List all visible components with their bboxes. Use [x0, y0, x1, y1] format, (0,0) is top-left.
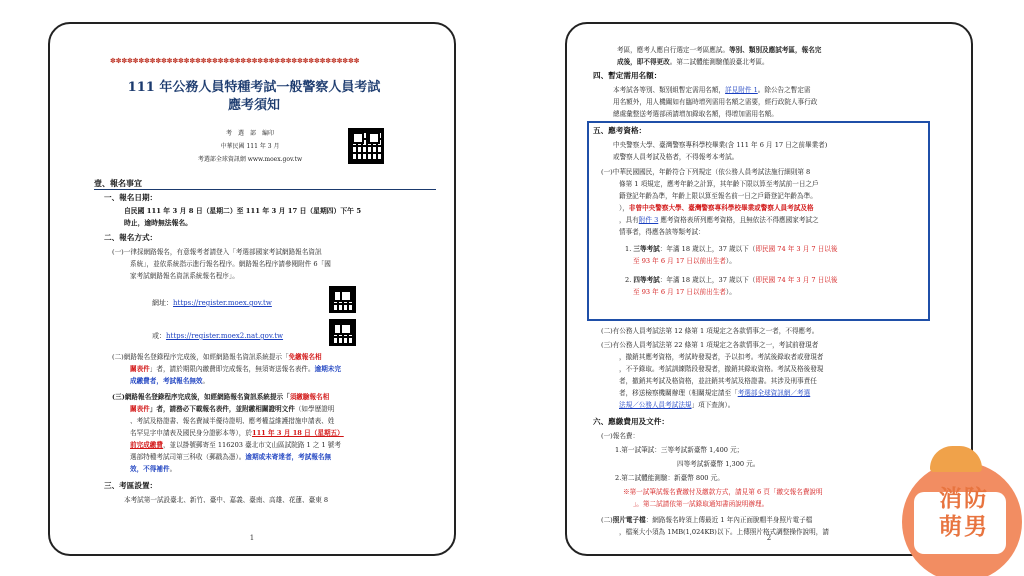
eligibility-line: 情事者，得應各該等類考試：: [619, 228, 705, 236]
bold-text: 照片電子檔: [612, 516, 646, 524]
highlight-red: 免繳報名相: [288, 353, 322, 361]
url-label: 網址：: [152, 299, 173, 307]
text: 」者，請於期限內繳費即完成報名，無須寄送報名表件。: [149, 365, 315, 373]
grade-3-line: [625, 243, 837, 255]
item-3-line: 、考試及格證書、報名費減半優待證明、應考權益維護措施申請表、姓: [130, 417, 335, 425]
item-2-line: [130, 363, 341, 375]
highlight-red: 即民國 74 年 3 月 7 日以後: [755, 276, 838, 284]
eligibility-line: 或警察人員考試及格者，不得報考本考試。: [613, 153, 739, 161]
method-line: (一)一律採網路報名，有意報考者請登入「考選部國家考試網路報名資訊: [112, 248, 322, 256]
website: 考選部全球資訊網 www.moex.gov.tw: [197, 156, 303, 163]
bold-text: 三等考試: [633, 245, 660, 253]
deadline: 前完成繳費: [130, 441, 163, 449]
fee-note: 」。第二試請依第一試錄取通知書函說明辦理。: [633, 500, 769, 508]
text: 者，移送檢察機關辦理（相關規定請至「: [619, 389, 738, 397]
text: 」者，請務必下載報名表件，並附繳相關證明文件: [149, 405, 295, 413]
decorative-border: ✽✽✽✽✽✽✽✽✽✽✽✽✽✽✽✽✽✽✽✽✽✽✽✽✽✽✽✽✽✽✽✽✽✽✽✽✽✽✽✽✽✽✽✽: [110, 57, 360, 65]
register-link-1[interactable]: https://register.moex.gov.tw: [173, 299, 272, 307]
photo-line: ，檔案大小須為 1MB(1,024KB)以下。上傳照片格式調整操作說明，請: [619, 528, 829, 536]
fee-note: ※第一試筆試報名費繳付及繳款方式，請見第 6 頁「繳交報名費說明: [623, 488, 823, 496]
eligibility-line: [619, 202, 814, 214]
text: 本考試各等別、類別組暫定需用名額，: [613, 86, 726, 94]
url-label: 或：: [152, 332, 166, 340]
p2-line: [617, 56, 769, 68]
exam-area-text: 本考試第一試設臺北、新竹、臺中、嘉義、臺南、高雄、花蓮、臺東 8: [124, 496, 329, 504]
p2-line: [617, 44, 821, 56]
bold-text: 成後，即不得更改: [617, 58, 670, 66]
badge-text-2: 萌男: [939, 514, 989, 540]
heading-registration-method: 二、報名方式：: [104, 233, 158, 242]
eligibility-line: (一)中華民國國民，年齡符合下列規定（依公務人員考試法施行細則第 8: [601, 168, 811, 176]
highlight-red: 關表件: [130, 405, 150, 413]
text: 1.: [625, 245, 634, 253]
text: 。: [169, 465, 177, 473]
text: ：網路報名時須上傳最近 1 年內正面脫帽半身照片電子檔: [645, 516, 813, 524]
item-2-line: [130, 375, 209, 387]
annex-3-link[interactable]: 附件 3: [638, 216, 659, 224]
highlight-red: 至 93 年 6 月 17 日以前出生者: [633, 257, 726, 265]
quota-line: 用名額外，用人機關如有臨時增列需用名額之需要，經行政院人事行政: [613, 98, 818, 106]
registration-date-text: 自民國 111 年 3 月 8 日（星期二）至 111 年 3 月 17 日（星期四）下午 5: [124, 207, 362, 215]
quota-line: 總處彙整送考選部函請增加錄取名額，得增加需用名額。: [613, 110, 778, 118]
url-row-2: [152, 330, 283, 342]
text: (二)網路報名登錄程序完成後，如經網路報名資訊系統提示「: [112, 353, 289, 361]
text: ，具有: [619, 216, 639, 224]
highlight-blue: 逾期或未寄達者，考試報名無: [245, 453, 332, 461]
annex-1-link[interactable]: 詳見附件 1: [725, 86, 758, 94]
page-number: 2: [766, 534, 772, 542]
rule-line: [619, 399, 734, 411]
text: 。: [202, 377, 210, 385]
heading-registration-date: 一、報名日期：: [104, 193, 158, 202]
document-page-1: [48, 22, 456, 556]
deadline: 111 年 3 月 18 日（星期五）: [251, 429, 344, 437]
page-number: 1: [249, 534, 255, 542]
highlight-blue: 成繳費者，考試報名無效: [130, 377, 203, 385]
text: 名罕見字申請表及國民身分證影本等），於: [130, 429, 252, 437]
rule-line: ，撤銷其應考資格，考試時發現者，予以扣考。考試後錄取者或發現者: [619, 353, 824, 361]
rule-line: (三)有公務人員考試法第 22 條第 1 項規定之各款情事之一，考試前發現者: [601, 341, 819, 349]
register-link-2[interactable]: https://register.moex2.nat.gov.tw: [166, 332, 284, 340]
highlight-red: 關表件: [130, 365, 150, 373]
doc-subtitle: 應考須知: [227, 98, 280, 113]
heading-fees: 六、應繳費用及文件：: [593, 417, 669, 426]
text: ，並以掛號郵寄至 116203 臺北市文山區試院路 1 之 1 號考: [162, 441, 341, 449]
text: ）。: [725, 288, 736, 296]
item-3-line: [130, 439, 341, 451]
regulation-link[interactable]: 考選部全球資訊網／考選: [737, 389, 811, 397]
rule-line: ，不予錄取。考試訓練階段發現者，撤銷其錄取資格。考試及格後發現: [619, 365, 824, 373]
rule-line: [619, 387, 810, 399]
bold-text: 等別、類別及應試考區，報名完: [729, 46, 822, 54]
text: (三)網路報名登錄程序完成後，如經網路報名資訊系統提示「: [112, 393, 290, 401]
text: ：年滿 18 歲以上，37 歲以下（: [659, 245, 756, 253]
publish-date: 中華民國 111 年 3 月: [220, 143, 280, 150]
heading-exam-areas: 三、考區設置：: [104, 481, 158, 490]
fee-line: 2.第二試體能測驗：新臺幣 800 元。: [615, 474, 724, 482]
quota-line: [613, 84, 811, 96]
photo-line: [601, 514, 812, 526]
fee-line: (一)報名費：: [601, 432, 640, 440]
item-3-line: [130, 427, 344, 439]
document-page-2: [565, 22, 973, 556]
text: ），: [619, 204, 629, 212]
section-heading: 壹、報名事宜: [94, 178, 142, 188]
method-line: 系統」，並依系統指示進行報名程序。網路報名程序請參閱附件 6「國: [130, 260, 331, 268]
text: ：年滿 18 歲以上，37 歲以下（: [659, 276, 756, 284]
eligibility-line: 條第 1 項規定，應考年齡之計算，其年齡下限以算至考試前一日之戶: [619, 180, 819, 188]
heading-quota: 四、暫定需用名額：: [593, 71, 662, 80]
text: 。第二試體能測驗僅設臺北考區。: [669, 58, 769, 66]
highlight-red: 即民國 74 年 3 月 7 日以後: [755, 245, 838, 253]
fee-line: 1.第一試筆試：三等考試新臺幣 1,400 元；: [615, 446, 744, 454]
item-3-line: [112, 391, 329, 403]
method-line: 家考試網路報名資訊系統報名程序」。: [130, 272, 239, 280]
helmet-icon: [930, 446, 982, 472]
rule-line: 者，撤銷其考試及格資格，並註銷其考試及格證書。其涉及刑事責任: [619, 377, 817, 385]
highlight-blue: 效，不得補件: [130, 465, 170, 473]
highlight-red: 至 93 年 6 月 17 日以前出生者: [633, 288, 726, 296]
text: 考區，應考人應自行選定一考區應試。: [617, 46, 730, 54]
text: 應考資格表所列應考資格，且無依法不得應國家考試之: [658, 216, 819, 224]
bold-text: 四等考試: [633, 276, 660, 284]
section-rule: [94, 189, 436, 190]
text: （如學歷證明: [294, 405, 335, 413]
qr-code: [348, 128, 384, 164]
qr-code-url-2: [329, 319, 356, 346]
highlight-red: 非曾中央警察大學、臺灣警察專科學校畢業或警察人員考試及格: [628, 204, 814, 212]
eligibility-line: 中央警察大學、臺灣警察專科學校畢業(含 111 年 6 月 17 日之前畢業者): [613, 141, 828, 149]
text: ）。: [725, 257, 736, 265]
badge-text-1: 消防: [939, 486, 989, 512]
doc-title: 111 年公務人員特種考試一般警察人員考試: [127, 80, 381, 95]
grade-3-line: [633, 255, 736, 267]
heading-eligibility: 五、應考資格：: [593, 126, 647, 135]
regulation-link[interactable]: 法規／公務人員考試法規: [619, 401, 692, 409]
eligibility-line: 籍登記年齡為準，年齡上限以算至報名前一日之戶籍登記年齡為準。: [619, 192, 817, 200]
grade-4-line: [625, 274, 837, 286]
eligibility-line: [619, 214, 819, 226]
text: 」項下查詢）。: [691, 401, 735, 409]
highlight-blue: 逾期未完: [314, 365, 341, 373]
url-row-1: [152, 297, 272, 309]
item-3-line: [130, 463, 176, 475]
grade-4-line: [633, 286, 736, 298]
qr-code-url-1: [329, 286, 356, 313]
item-3-line: [130, 403, 334, 415]
publisher: 考 選 部 編印: [225, 130, 274, 137]
text: 選部特種考試司第三科收（郵戳為憑）。: [130, 453, 246, 461]
highlight-red: 須繳驗報名相: [289, 393, 330, 401]
text: 2.: [625, 276, 634, 284]
item-2-line: [112, 351, 322, 363]
registration-date-text-2: 時止，逾時無法報名。: [124, 219, 192, 227]
text: 。除公告之暫定需: [757, 86, 811, 94]
fee-line: 四等考試新臺幣 1,300 元。: [677, 460, 760, 468]
text: (二): [601, 516, 613, 524]
item-3-line: [130, 451, 331, 463]
rule-line: (二)有公務人員考試法第 12 條第 1 項規定之各款情事之一者，不得應考。: [601, 327, 819, 335]
